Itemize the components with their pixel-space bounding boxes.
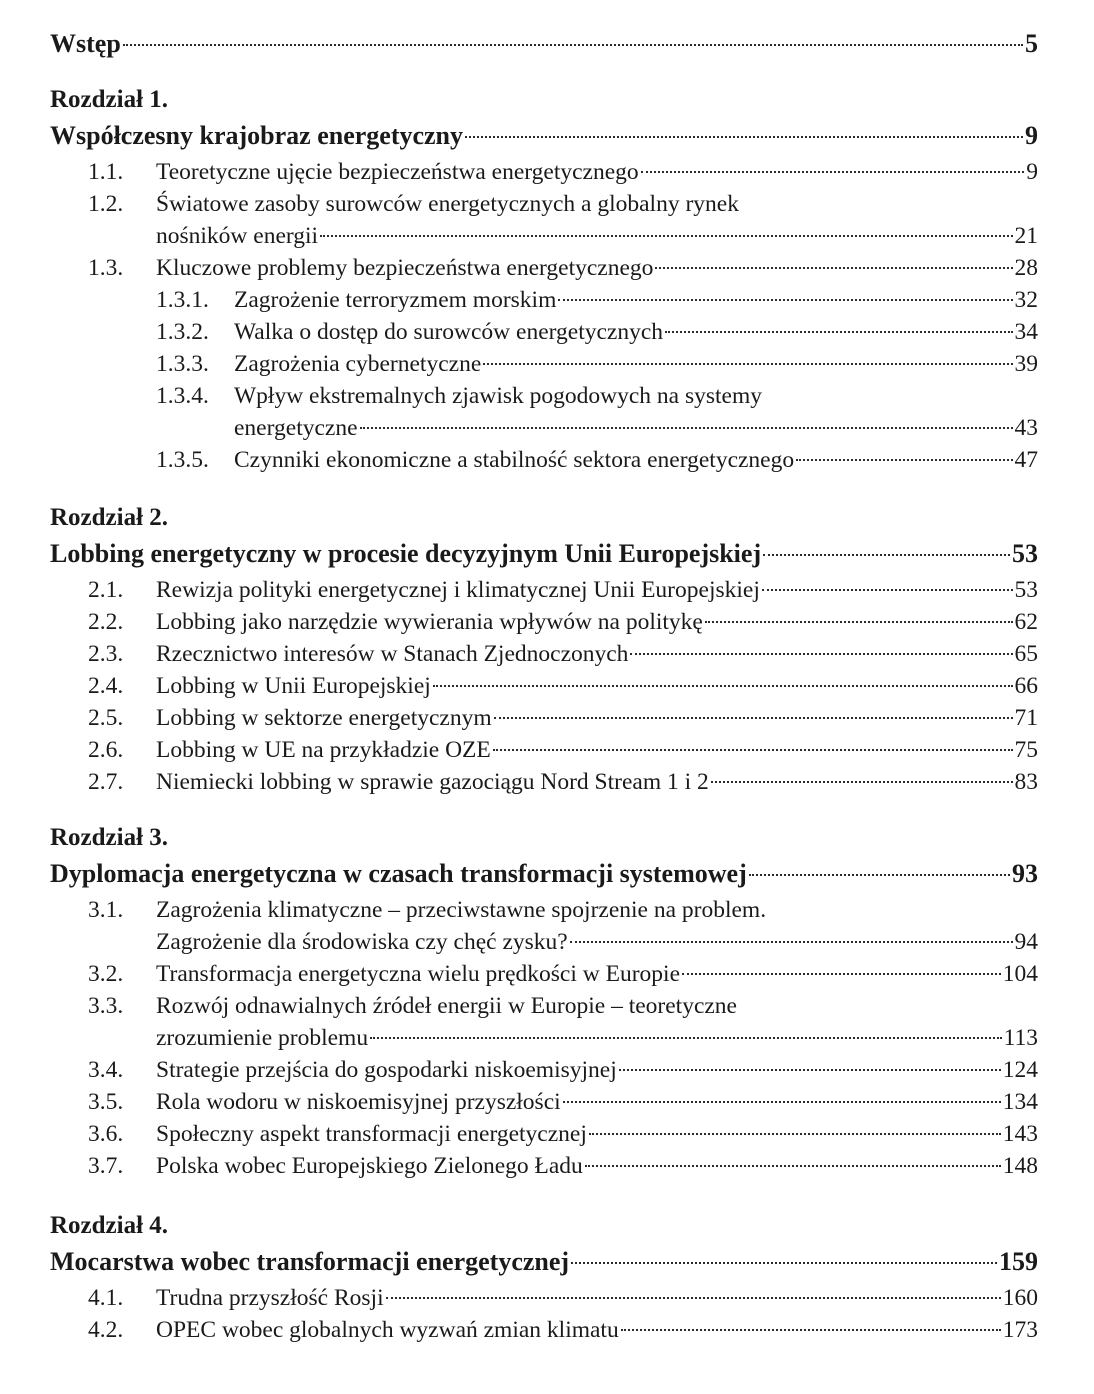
- section-title: Zagrożenia klimatyczne – przeciwstawne spojrzenie na problem.: [156, 897, 767, 923]
- section-number: 3.7.: [88, 1153, 124, 1179]
- section-number: 2.1.: [88, 577, 124, 603]
- page-number: 104: [1002, 961, 1038, 987]
- page-number: 143: [1002, 1121, 1038, 1147]
- toc-entry-row: [88, 894, 1038, 926]
- section-title: nośników energii: [156, 223, 319, 249]
- section-title: Rewizja polityki energetycznej i klimatycznej Unii Europejskiej: [156, 577, 760, 603]
- chapter-label: [50, 822, 1038, 854]
- section-number: 3.5.: [88, 1089, 124, 1115]
- section-number: 3.3.: [88, 993, 124, 1019]
- section-title: zrozumienie problemu: [156, 1025, 369, 1051]
- section-title: Rola wodoru w niskoemisyjnej przyszłości: [156, 1089, 561, 1115]
- section-title: Społeczny aspekt transformacji energetycznej: [156, 1121, 587, 1147]
- page-number: 134: [1002, 1089, 1038, 1115]
- section-number: 1.3.2.: [156, 319, 209, 345]
- toc-entry-row: [88, 638, 1038, 670]
- chapter-title-text: Mocarstwa wobec transformacji energetycznej: [50, 1247, 570, 1276]
- page-number: 53: [1014, 577, 1038, 603]
- section-number: 3.1.: [88, 897, 124, 923]
- toc-entry-row: [156, 348, 1038, 380]
- page-number: 47: [1014, 447, 1038, 473]
- dot-leader: [571, 1262, 997, 1264]
- toc-entry-row: [88, 990, 1038, 1022]
- section-number: 1.2.: [88, 191, 124, 217]
- section-number: 2.2.: [88, 609, 124, 635]
- section-number: 2.5.: [88, 705, 124, 731]
- chapter-label: [50, 502, 1038, 534]
- section-title: Trudna przyszłość Rosji: [156, 1285, 384, 1311]
- toc-entry-row: [88, 1314, 1038, 1346]
- section-number: 1.3.3.: [156, 351, 209, 377]
- section-title: Zagrożenie dla środowiska czy chęć zysku?: [156, 929, 568, 955]
- dot-leader: [123, 44, 1023, 46]
- toc-entry-row: [88, 1054, 1038, 1086]
- dot-leader: [619, 1069, 1001, 1071]
- dot-leader: [589, 1133, 1001, 1135]
- dot-leader: [711, 781, 1013, 783]
- dot-leader: [563, 1101, 1001, 1103]
- toc-entry-row: [88, 670, 1038, 702]
- dot-leader: [796, 459, 1012, 461]
- page-number: 9: [1025, 121, 1038, 150]
- dot-leader: [749, 874, 1010, 876]
- chapter-label: [50, 1210, 1038, 1242]
- page-number: 43: [1014, 415, 1038, 441]
- toc-entry-row: [88, 1086, 1038, 1118]
- page-number: 113: [1003, 1025, 1038, 1051]
- chapter-title-row: [50, 538, 1038, 570]
- page-number: 148: [1002, 1153, 1038, 1179]
- page-number: 173: [1002, 1317, 1038, 1343]
- section-title: Polska wobec Europejskiego Zielonego Ładu: [156, 1153, 583, 1179]
- dot-leader: [483, 363, 1012, 365]
- chapter-label: [50, 84, 1038, 116]
- page-number: 160: [1002, 1285, 1038, 1311]
- section-title: Teoretyczne ujęcie bezpieczeństwa energetycznego: [156, 159, 639, 185]
- section-number: 1.3.1.: [156, 287, 209, 313]
- dot-leader: [558, 299, 1012, 301]
- dot-leader: [360, 427, 1013, 429]
- section-title: Lobbing w Unii Europejskiej: [156, 673, 431, 699]
- section-title: Transformacja energetyczna wielu prędkości w Europie: [156, 961, 680, 987]
- toc-entry-row: [88, 1282, 1038, 1314]
- dot-leader: [682, 973, 1001, 975]
- dot-leader: [762, 589, 1013, 591]
- section-number: 2.4.: [88, 673, 124, 699]
- page-number: 5: [1025, 29, 1038, 58]
- section-title: Walka o dostęp do surowców energetycznych: [234, 319, 664, 345]
- toc-entry-row: [156, 926, 1038, 958]
- section-number: 1.3.: [88, 255, 124, 281]
- dot-leader: [494, 717, 1013, 719]
- page-number: 93: [1012, 859, 1038, 888]
- page-number: 21: [1014, 223, 1038, 249]
- page-number: 65: [1014, 641, 1038, 667]
- section-title: Strategie przejścia do gospodarki niskoemisyjnej: [156, 1057, 617, 1083]
- intro-row: [50, 28, 1038, 60]
- section-title: Czynniki ekonomiczne a stabilność sektora energetycznego: [234, 447, 795, 473]
- dot-leader: [465, 136, 1023, 138]
- page-number: 94: [1014, 929, 1038, 955]
- section-title: Wpływ ekstremalnych zjawisk pogodowych na systemy: [234, 383, 762, 409]
- chapter-label-text: Rozdział 4.: [50, 1212, 169, 1239]
- dot-leader: [370, 1037, 1002, 1039]
- section-number: 2.7.: [88, 769, 124, 795]
- toc-entry-row: [88, 1150, 1038, 1182]
- chapter-label-text: Rozdział 1.: [50, 86, 169, 113]
- dot-leader: [621, 1329, 1001, 1331]
- page-number: 124: [1002, 1057, 1038, 1083]
- toc-entry-row: [156, 220, 1038, 252]
- page-number: 83: [1014, 769, 1038, 795]
- intro-title: Wstęp: [50, 29, 121, 58]
- section-title: Rozwój odnawialnych źródeł energii w Europie – teoretyczne: [156, 993, 737, 1019]
- toc-entry-row: [88, 1118, 1038, 1150]
- section-title: Lobbing w UE na przykładzie OZE: [156, 737, 491, 763]
- page-number: 71: [1014, 705, 1038, 731]
- toc-entry-row: [156, 380, 1038, 412]
- section-number: 3.2.: [88, 961, 124, 987]
- section-number: 1.1.: [88, 159, 124, 185]
- section-number: 1.3.4.: [156, 383, 209, 409]
- toc-entry-row: [156, 316, 1038, 348]
- page-number: 53: [1012, 539, 1038, 568]
- toc-entry-row: [156, 444, 1038, 476]
- page-number: 28: [1014, 255, 1038, 281]
- section-title: Niemiecki lobbing w sprawie gazociągu Nord Stream 1 i 2: [156, 769, 709, 795]
- toc-entry-row: [234, 412, 1038, 444]
- dot-leader: [641, 171, 1025, 173]
- dot-leader: [433, 685, 1013, 687]
- chapter-title-text: Dyplomacja energetyczna w czasach transformacji systemowej: [50, 859, 747, 888]
- section-title: energetyczne: [234, 415, 358, 441]
- section-title: Lobbing w sektorze energetycznym: [156, 705, 492, 731]
- chapter-title-row: [50, 1246, 1038, 1278]
- dot-leader: [665, 331, 1012, 333]
- dot-leader: [585, 1165, 1001, 1167]
- toc-entry-row: [88, 606, 1038, 638]
- chapter-title-row: [50, 858, 1038, 890]
- dot-leader: [386, 1297, 1001, 1299]
- section-title: Kluczowe problemy bezpieczeństwa energetycznego: [156, 255, 654, 281]
- section-number: 3.4.: [88, 1057, 124, 1083]
- page-number: 62: [1014, 609, 1038, 635]
- chapter-title-text: Współczesny krajobraz energetyczny: [50, 121, 464, 150]
- section-number: 4.2.: [88, 1317, 124, 1343]
- toc-entry-row: [88, 958, 1038, 990]
- toc-entry-row: [156, 284, 1038, 316]
- section-number: 2.3.: [88, 641, 124, 667]
- dot-leader: [630, 653, 1012, 655]
- section-title: Zagrożenia cybernetyczne: [234, 351, 482, 377]
- section-title: Lobbing jako narzędzie wywierania wpływów na politykę: [156, 609, 703, 635]
- chapter-label-text: Rozdział 2.: [50, 504, 169, 531]
- dot-leader: [655, 267, 1012, 269]
- dot-leader: [493, 749, 1013, 751]
- chapter-title-row: [50, 120, 1038, 152]
- toc-entry-row: [88, 574, 1038, 606]
- page-number: 75: [1014, 737, 1038, 763]
- dot-leader: [570, 941, 1013, 943]
- page-number: 32: [1014, 287, 1038, 313]
- toc-entry-row: [88, 252, 1038, 284]
- section-title: Rzecznictwo interesów w Stanach Zjednoczonych: [156, 641, 629, 667]
- toc-entry-row: [88, 188, 1038, 220]
- dot-leader: [705, 621, 1013, 623]
- section-title: Zagrożenie terroryzmem morskim: [234, 287, 557, 313]
- section-number: 3.6.: [88, 1121, 124, 1147]
- dot-leader: [320, 235, 1012, 237]
- section-number: 4.1.: [88, 1285, 124, 1311]
- toc-entry-row: [88, 702, 1038, 734]
- page-number: 159: [999, 1247, 1038, 1276]
- page-number: 66: [1014, 673, 1038, 699]
- section-title: OPEC wobec globalnych wyzwań zmian klimatu: [156, 1317, 619, 1343]
- page-number: 34: [1014, 319, 1038, 345]
- toc-entry-row: [88, 734, 1038, 766]
- chapter-label-text: Rozdział 3.: [50, 824, 169, 851]
- chapter-title-text: Lobbing energetyczny w procesie decyzyjnym Unii Europejskiej: [50, 539, 762, 568]
- section-number: 1.3.5.: [156, 447, 209, 473]
- page-number: 39: [1014, 351, 1038, 377]
- toc-entry-row: [88, 156, 1038, 188]
- toc-entry-row: [156, 1022, 1038, 1054]
- section-title: Światowe zasoby surowców energetycznych a globalny rynek: [156, 191, 739, 217]
- dot-leader: [763, 554, 1010, 556]
- section-number: 2.6.: [88, 737, 124, 763]
- page-number: 9: [1026, 159, 1038, 185]
- toc-entry-row: [88, 766, 1038, 798]
